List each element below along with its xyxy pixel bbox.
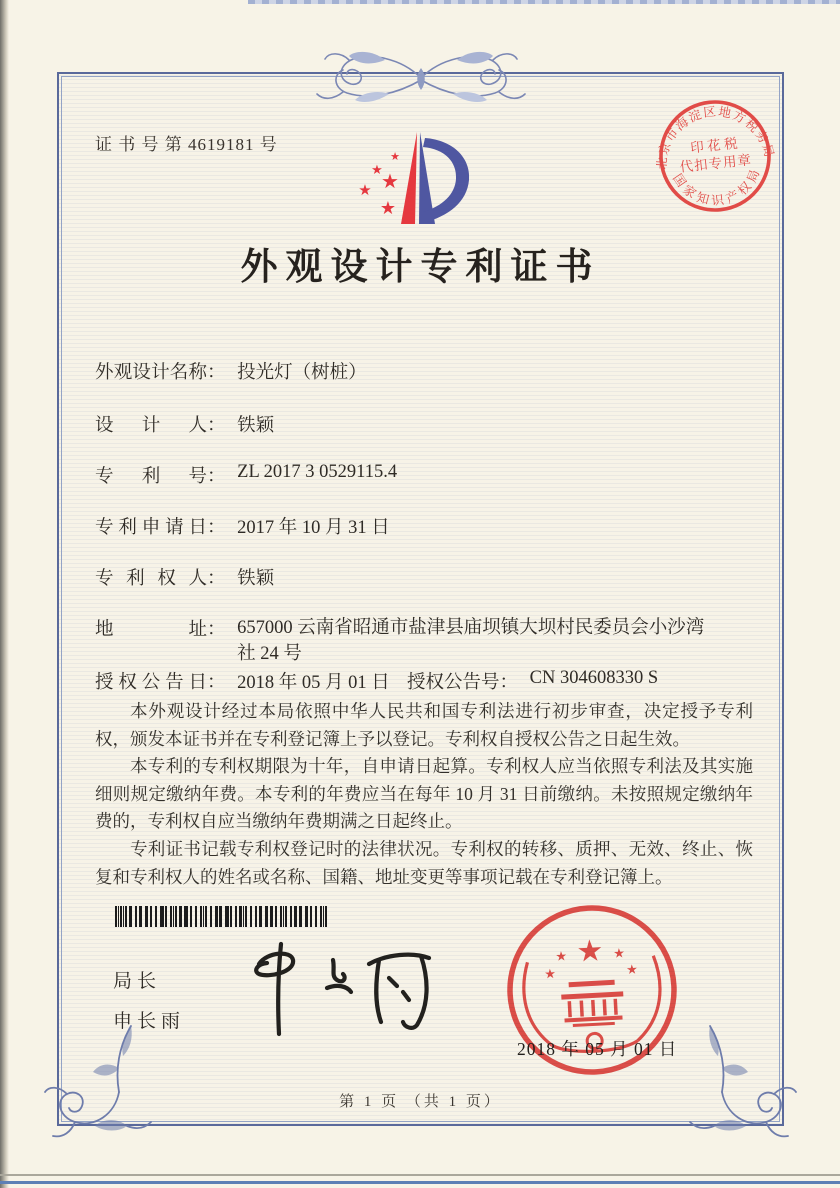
field-grant-number [407,668,658,694]
tax-stamp-arc-bottom: 国家知识产权局 [670,164,764,209]
field-colon: ： [207,673,226,693]
svg-text:★: ★ [543,965,557,982]
signer-name: 申长雨 [113,1011,186,1032]
tax-stamp-seal [645,86,785,226]
svg-text:★: ★ [390,151,400,163]
svg-text:★: ★ [612,945,626,961]
legal-paragraph-3: 专利证书记载专利权登记时的法律状况。专利权的转移、质押、无效、终止、恢复和专利权人的姓名或名称、国籍、地址变更等事项记载在专利登记簿上。 [95,838,753,887]
scan-edge-bottom-gray [0,1174,840,1176]
field-colon: ： [207,620,226,640]
field-designer [95,411,274,437]
svg-text:★: ★ [371,162,383,177]
svg-text:★: ★ [358,183,372,199]
field-colon: ： [207,518,226,538]
certificate-frame [57,72,784,1126]
field-label: 专利申请日 [95,518,207,538]
cnipa-logo-icon [355,124,485,236]
tax-stamp-arc-top: 北京市海淀区地方税务局 [654,104,777,171]
svg-text:★: ★ [379,198,397,218]
legal-paragraph-1: 本外观设计经过本局依照中华人民共和国专利法进行初步审查，决定授予专利权，颁发本证书并在专利登记簿上予以登记。专利权自授权公告之日起生效。 [95,701,753,749]
scan-top-guilloche-line [248,0,840,4]
field-address [95,615,707,667]
signature-icon [229,930,444,1045]
field-design-name [95,358,367,384]
tax-stamp-line2: 代扣专用章 [678,152,753,175]
svg-text:★: ★ [381,171,399,193]
field-label: 专 利 号 [95,467,207,487]
field-label: 专 利 权 人 [95,569,207,589]
field-label: 授权公告日 [95,673,207,693]
field-colon: ： [207,467,226,487]
field-value: ZL 2017 3 0529115.4 [237,462,398,482]
field-label: 设 计 人 [95,416,207,436]
field-grant-row [95,668,659,694]
page-footer: 第 1 页 （共 1 页） [339,1094,502,1110]
barcode [115,906,327,927]
field-value: 铁颖 [237,569,275,589]
field-value: 2017 年 10 月 31 日 [237,518,390,538]
bottom-right-corner-flourish [685,1018,810,1153]
field-colon: ： [499,673,519,693]
certificate-title: 外观设计专利证书 [240,247,601,288]
field-label: 授权公告号 [407,673,500,693]
legal-paragraph-2: 本专利的专利权期限为十年，自申请日起算。专利权人应当依照专利法及其实施细则规定缴纳年费。本专利的年费应当在每年 10 月 31 日前缴纳。未按照规定缴纳年费的，专利权自应当缴纳年费期满之日起终止。 [95,756,753,832]
field-value: 投光灯（树桩） [237,363,367,383]
field-value: CN 304608330 S [529,668,659,688]
field-colon: ： [207,363,226,383]
field-colon: ： [207,569,226,589]
seal-date: 2018 年 05 月 01 日 [517,1039,678,1059]
svg-text:★: ★ [575,934,605,969]
scan-edge-left [0,0,9,1188]
field-value: 657000 云南省昭通市盐津县庙坝镇大坝村民委员会小沙湾社 24 号 [237,618,705,664]
top-border-ornament [297,48,545,106]
tax-stamp-line1: 印 花 税 [689,135,739,156]
field-label: 地 址 [95,620,207,640]
signer-title: 局长 [113,971,162,992]
field-value: 2018 年 05 月 01 日 [237,673,390,693]
bottom-left-corner-flourish [31,1018,156,1153]
field-patent-number [95,462,397,488]
scan-edge-bottom-blue [0,1181,840,1184]
field-value: 铁颖 [237,416,275,436]
field-colon: ： [207,416,226,436]
svg-text:★: ★ [625,961,639,978]
legal-text [95,698,753,891]
field-label: 外观设计名称 [95,363,207,383]
certificate-number: 证 书 号 第 4619181 号 [95,135,278,154]
svg-text:★: ★ [554,948,568,964]
field-patentee [95,564,274,590]
field-filing-date [95,513,390,539]
